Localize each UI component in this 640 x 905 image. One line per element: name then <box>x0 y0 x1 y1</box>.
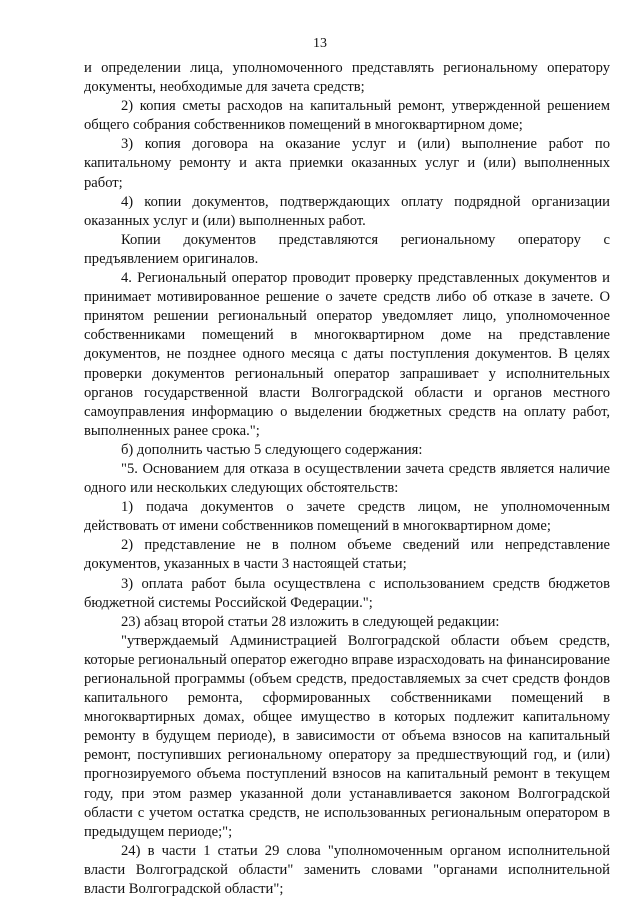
paragraph-continuation: и определении лица, уполномоченного представлять региональному оператору документы, необходимые для зачета средств; <box>84 60 610 96</box>
page-number: 13 <box>313 36 327 51</box>
paragraph-item-23: 23) абзац второй статьи 28 изложить в следующей редакции: <box>121 613 500 630</box>
paragraph-part-4: 4. Региональный оператор проводит проверку представленных документов и принимает мотивированное решение о зачете средств либо об отказе в зачете. О принятом решении региональный оператор уведомляет лицо, уполномоченное собственниками помещений в многоквартирном доме на представление документов, не позднее одного месяца с даты поступления документов. В целях проверки документов региональный оператор запрашивает у исполнительных органов государственной власти Волгоградской области и органов местного самоуправления информацию о выделении бюджетных средств на оплату работ, выполненных ранее срока."; <box>84 270 610 439</box>
paragraph-copies: Копии документов представляются региональному оператору с предъявлением оригиналов. <box>84 231 610 267</box>
paragraph-ground-2: 2) представление не в полном объеме сведений или непредставление документов, указанных в части 3 настоящей статьи; <box>84 537 610 573</box>
paragraph-item-3: 3) копия договора на оказание услуг и (или) выполнение работ по капитальному ремонту и акта приемки оказанных услуг и (или) выполненных работ; <box>84 136 610 191</box>
document-body <box>84 59 610 899</box>
paragraph-ground-1: 1) подача документов о зачете средств лицом, не уполномоченным действовать от имени собственников помещений в многоквартирном доме; <box>84 499 610 535</box>
paragraph-item-2: 2) копия сметы расходов на капитальный ремонт, утвержденной решением общего собрания собственников помещений в многоквартирном доме; <box>84 98 610 134</box>
paragraph-item-4: 4) копии документов, подтверждающих оплату подрядной организации оказанных услуг и (или) выполненных работ. <box>84 193 610 229</box>
paragraph-add-part-5: б) дополнить частью 5 следующего содержания: <box>121 441 423 458</box>
paragraph-ground-3: 3) оплата работ была осуществлена с использованием средств бюджетов бюджетной системы Российской Федерации."; <box>84 575 610 611</box>
paragraph-article-28-text: "утверждаемый Администрацией Волгоградской области объем средств, которые региональный оператор ежегодно вправе израсходовать на финансирование региональной программы (объем средств, предоставляемых за счет средств фондов капитального ремонта, сформированных собственниками помещений в многоквартирных домах, общее имущество в которых подлежит капитальному ремонту в будущем периоде), в зависимости от объема взносов на капитальный ремонт, поступивших региональному оператору за предшествующий год, и (или) прогнозируемого объема поступлений взносов на капитальный ремонт в текущем году, при этом размер указанной доли устанавливается законом Волгоградской области с учетом остатка средств, не использованных региональным оператором в предыдущем периоде;"; <box>84 632 610 840</box>
paragraph-item-24: 24) в части 1 статьи 29 слова "уполномоченным органом исполнительной власти Волгоградской области" заменить словами "органами исполнительной власти Волгоградской области"; <box>84 842 610 898</box>
paragraph-part-5: "5. Основанием для отказа в осуществлении зачета средств является наличие одного или нескольких следующих обстоятельств: <box>84 460 610 497</box>
